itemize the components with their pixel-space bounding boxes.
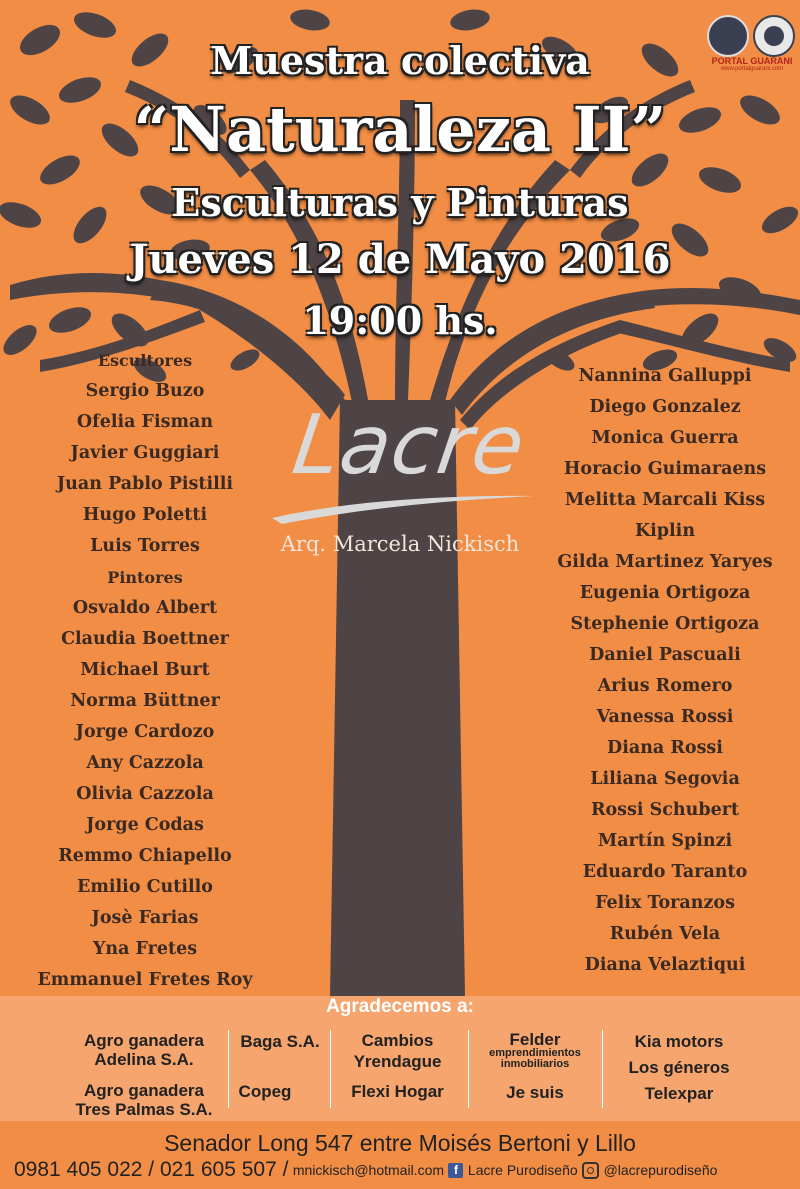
list-item: Vanessa Rossi [596,707,734,727]
logo: Lacre [287,398,531,493]
watermark-url: www.portalguarani.com [720,66,784,72]
header-subtitle: Esculturas y Pinturas [171,180,629,225]
list-item: Remmo Chiapello [58,846,232,866]
list-item: Emilio Cutillo [77,877,213,897]
list-item: Juan Pablo Pistilli [56,474,234,494]
list-item: Luis Torres [90,536,200,556]
list-item: Nannina Galluppi [578,366,752,386]
sponsor-cambios-line2: Yrendague [353,1052,442,1071]
sponsor-baga: Baga S.A. [240,1032,320,1051]
header-time: 19:00 hs. [302,298,498,343]
sponsor-agro-tres-palmas-line2: Tres Palmas S.A. [75,1100,213,1119]
list-item: Jorge Cardozo [75,722,215,742]
divider [602,1030,603,1108]
list-item: Any Cazzola [86,753,204,773]
sponsor-je-suis: Je suis [506,1083,564,1102]
list-item: Hugo Poletti [82,505,208,525]
list-item: Stephenie Ortigoza [570,614,760,634]
sponsor-agro-adelina-line2: Adelina S.A. [94,1050,194,1069]
sponsors-title: Agradecemos a: [326,996,474,1017]
header-title: “Naturaleza II” [133,93,667,166]
list-item: Ofelia Fisman [76,412,214,432]
list-item: Martín Spinzi [597,831,733,851]
list-item: Diana Rossi [607,738,723,758]
instagram-icon [582,1162,599,1179]
list-item: Diego Gonzalez [589,397,741,417]
sponsor-kia-motors: Kia motors [634,1032,724,1051]
list-item: Felix Toranzos [595,893,735,913]
list-item: Daniel Pascuali [589,645,741,665]
sponsor-agro-tres-palmas-line1: Agro ganadera [84,1081,204,1100]
facebook-icon: f [448,1163,463,1178]
sponsor-agro-adelina-line1: Agro ganadera [84,1031,204,1050]
list-item: Eugenia Ortigoza [579,583,751,603]
list-item: Osvaldo Albert [72,598,218,618]
list-item: Diana Velaztiqui [584,955,746,975]
list-item: Melitta Marcali Kiss [564,490,766,510]
list-item: Horacio Guimaraens [563,459,767,479]
sponsor-felder-sub1: emprendimientos [489,1047,581,1059]
footer-instagram[interactable]: @lacrepurodiseño [603,1162,718,1178]
footer-address: Senador Long 547 entre Moisés Bertoni y Lillo [164,1130,636,1156]
list-item: Jorge Codas [86,815,204,835]
footer-facebook[interactable]: Lacre Purodiseño [467,1162,578,1178]
divider [468,1030,469,1108]
list-item: Rubén Vela [609,924,721,944]
list-item: Arius Romero [597,676,733,696]
footer-email[interactable]: mnickisch@hotmail.com [292,1162,445,1178]
sponsor-flexi-hogar: Flexi Hogar [351,1082,444,1101]
list-item: Kiplin [634,521,696,541]
list-item: Olivia Cazzola [76,784,214,804]
section-title-pintores: Pintores [107,568,183,587]
list-item: Sergio Buzo [85,381,205,401]
list-item: Gilda Martinez Yaryes [557,552,773,572]
list-item: Javier Guggiari [70,443,220,463]
header-date: Jueves 12 de Mayo 2016 [129,236,671,283]
logo-subtitle: Arq. Marcela Nickisch [280,532,520,556]
sponsor-copeg: Copeg [238,1082,292,1101]
header-line-1: Muestra colectiva [210,38,590,83]
sponsor-cambios-line1: Cambios [361,1031,434,1050]
list-item: Liliana Segovia [590,769,740,789]
sponsor-felder-sub2: inmobiliarios [500,1058,570,1070]
list-item: Josè Farias [91,908,199,928]
list-item: Norma Büttner [70,691,220,711]
watermark-name: PORTAL GUARANI [711,56,793,66]
sponsor-felder: Felder [509,1030,561,1049]
list-item: Rossi Schubert [590,800,740,820]
list-item: Monica Guerra [591,428,739,448]
logo-swoosh-icon [272,400,542,530]
divider [228,1030,229,1108]
list-item: Yna Fretes [92,939,198,959]
list-item: Claudia Boettner [61,629,229,649]
footer-contact [14,1158,794,1182]
section-title-escultores: Escultores [97,351,193,370]
right-column [520,361,800,981]
list-item: Eduardo Taranto [582,862,748,882]
list-item: Emmanuel Fretes Roy [37,970,253,990]
sponsor-los-generos: Los géneros [628,1058,730,1077]
left-column [0,345,290,996]
list-item: Michael Burt [80,660,210,680]
footer-phones: 0981 405 022 / 021 605 507 / [14,1158,289,1181]
sponsor-telexpar: Telexpar [644,1084,714,1103]
